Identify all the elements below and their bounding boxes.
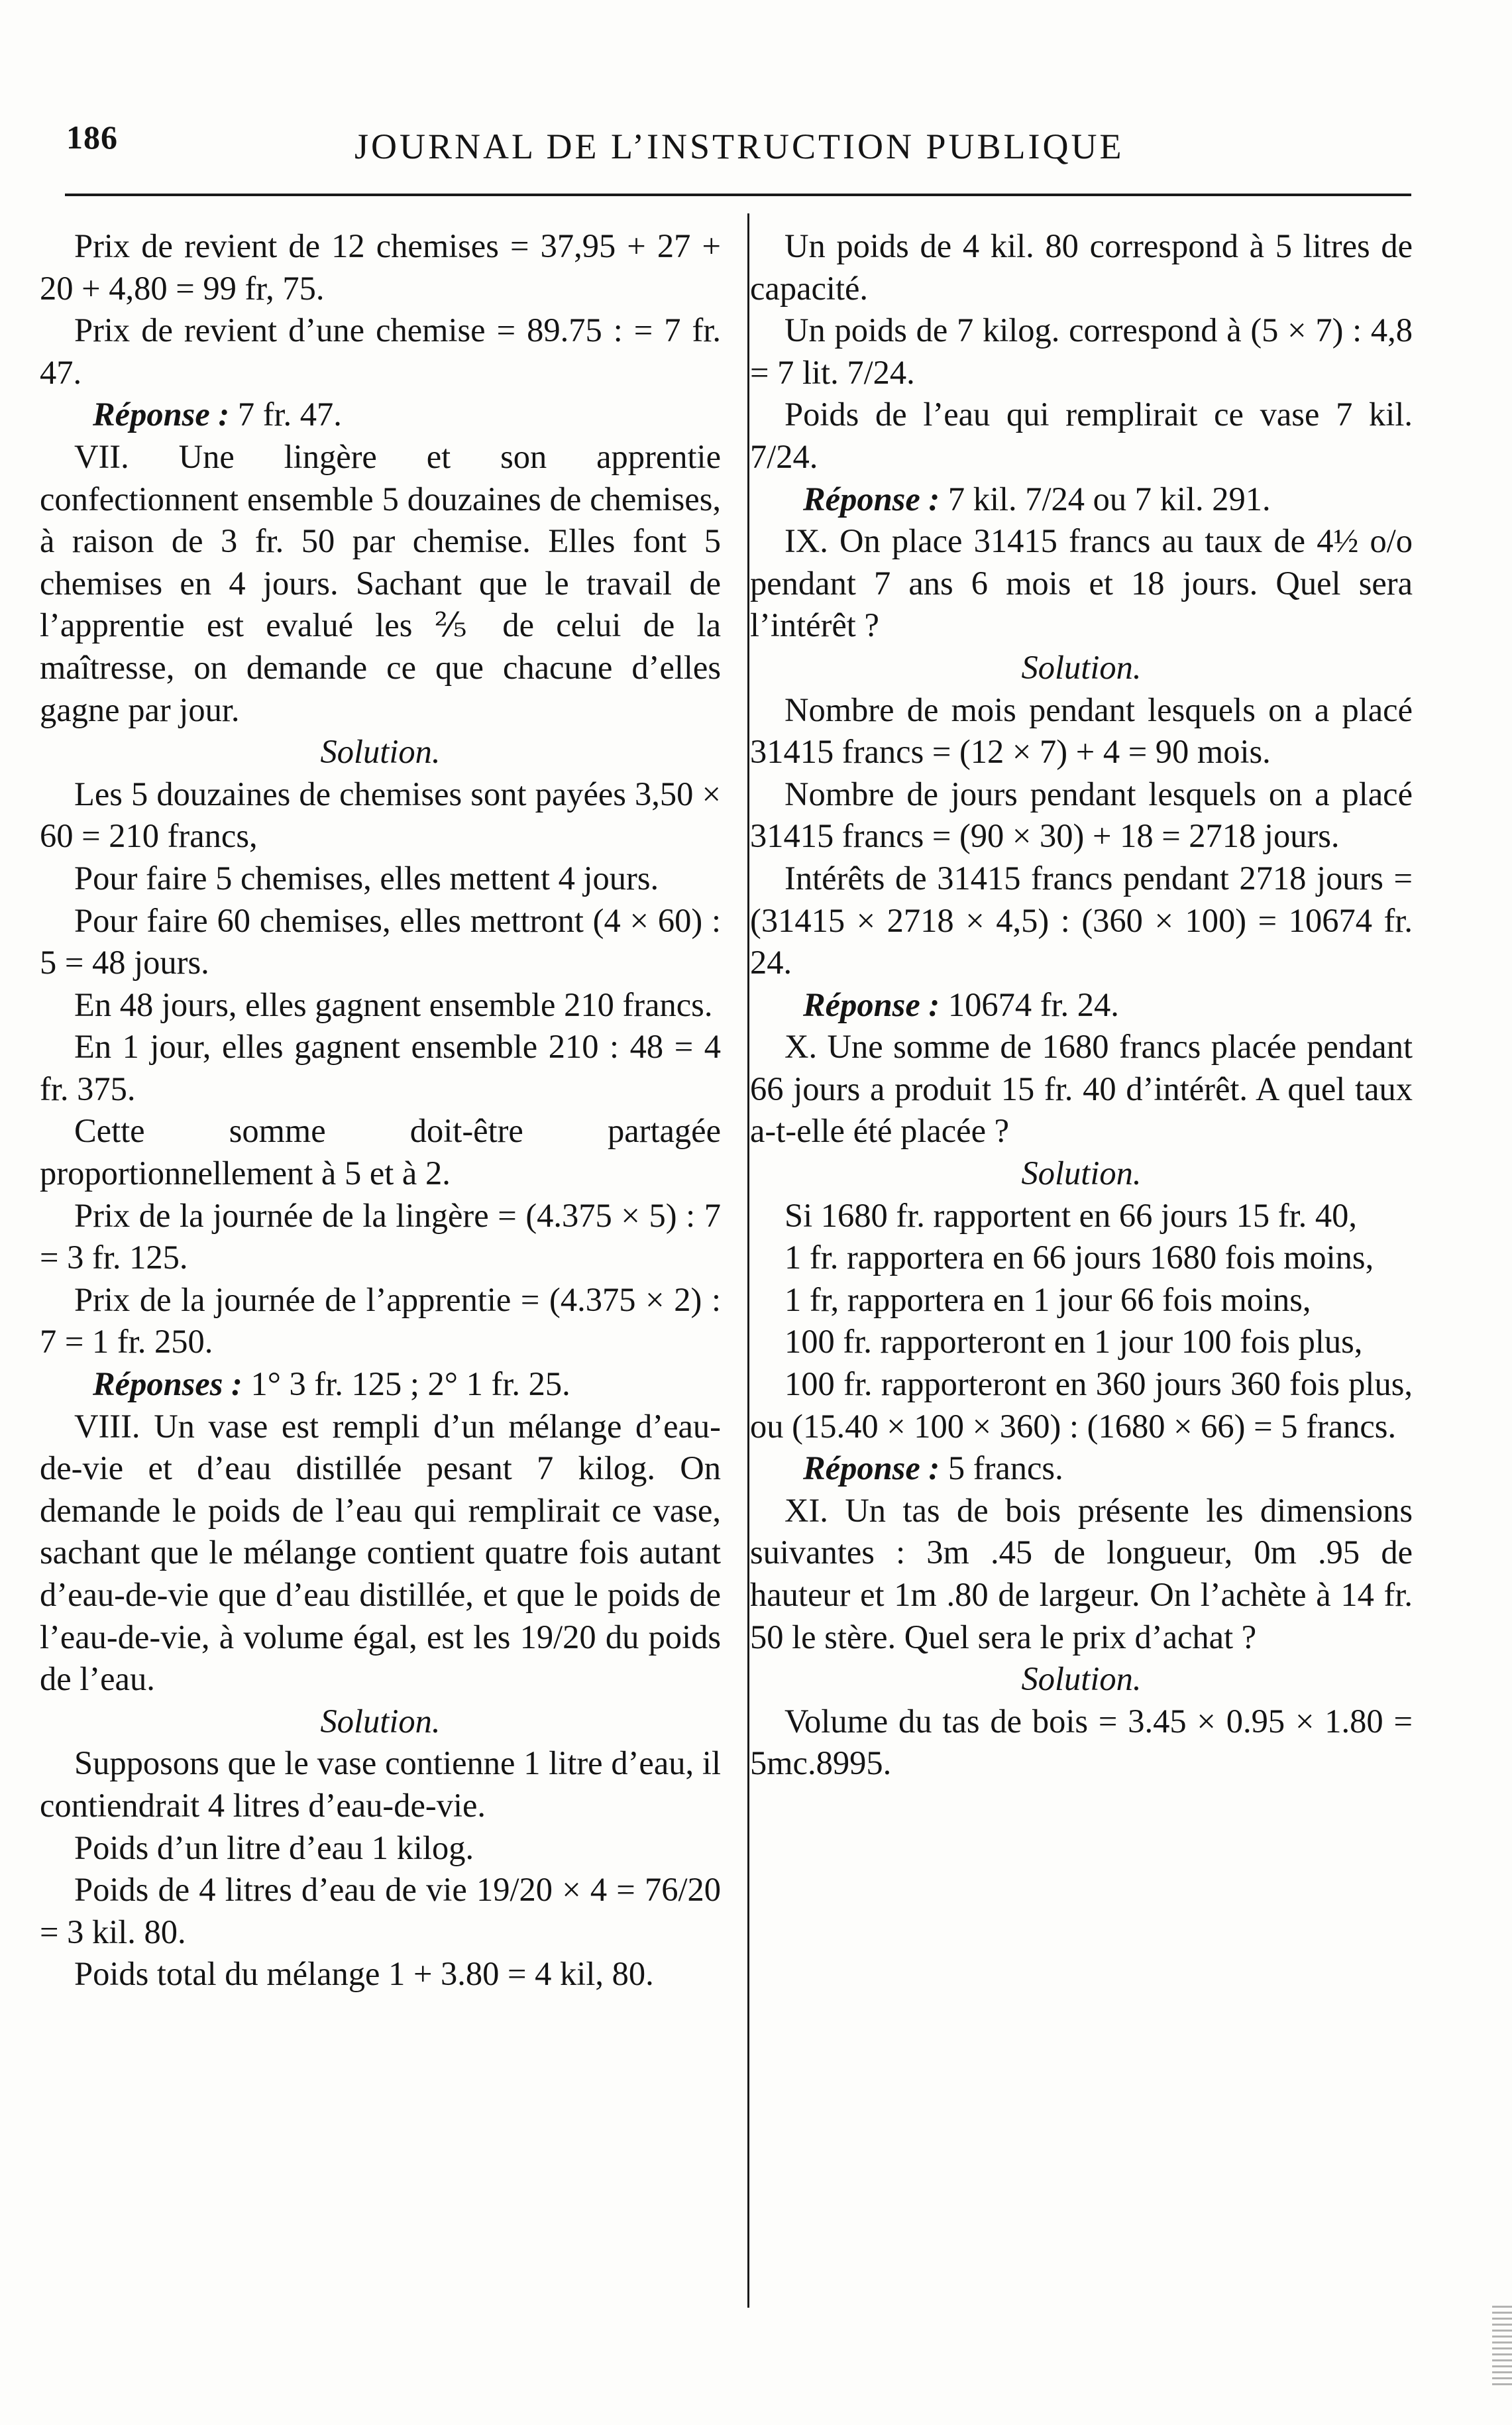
body-paragraph: En 1 jour, elles gagnent ensemble 210 : 48 = 4 fr. 375. [40, 1028, 721, 1107]
body-paragraph: Si 1680 fr. rapportent en 66 jours 15 fr. 40, [784, 1196, 1357, 1234]
body-paragraph: VIII. Un vase est rempli d’un mélange d’eau-de-vie et d’eau distillée pesant 7 kilog. On demande le poids de l’eau qui remplirait ce vase, sachant que le mélange contient quatre fois autant d’eau-de-vie que d’eau distillée, et que le poids de l’eau-de-vie, à volume égal, est les 19/20 du poids de l’eau. [40, 1407, 721, 1698]
answer-line [40, 394, 721, 436]
body-paragraph: Prix de revient d’une chemise = 89.75 : = 7 fr. 47. [40, 311, 721, 391]
header-rule [65, 194, 1411, 196]
body-paragraph: 1 fr. rapportera en 66 jours 1680 fois moins, [784, 1239, 1374, 1276]
answer-label: Réponse : [803, 986, 940, 1023]
body-paragraph: 100 fr. rapporteront en 360 jours 360 fois plus, ou (15.40 × 100 × 360) : (1680 × 66) = 5 francs. [750, 1365, 1413, 1445]
answer-value: 10674 fr. 24. [940, 986, 1119, 1023]
page-number: 186 [66, 119, 118, 156]
solution-heading: Solution. [1021, 1660, 1142, 1698]
body-paragraph: En 48 jours, elles gagnent ensemble 210 francs. [74, 986, 713, 1023]
scan-margin-speck [1492, 2306, 1512, 2385]
body-paragraph: Nombre de jours pendant lesquels on a placé 31415 francs = (90 × 30) + 18 = 2718 jours. [750, 775, 1413, 855]
answer-line [750, 984, 1413, 1027]
body-paragraph: Prix de la journée de la lingère = (4.375 × 5) : 7 = 3 fr. 125. [40, 1196, 721, 1276]
body-paragraph: XI. Un tas de bois présente les dimensions suivantes : 3m .45 de longueur, 0m .95 de hauteur et 1m .80 de largeur. On l’achète à 14 fr. 50 le stère. Quel sera le prix d’achat ? [750, 1491, 1413, 1656]
body-paragraph: Poids total du mélange 1 + 3.80 = 4 kil, 80. [74, 1955, 654, 1993]
body-paragraph: VII. Une lingère et son apprentie confectionnent ensemble 5 douzaines de chemises, à raison de 3 fr. 50 par chemise. Elles font 5 chemises en 4 jours. Sachant que le travail de l’apprentie est evalué les ⅖ de celui de la maîtresse, on demande ce que chacune d’elles gagne par jour. [40, 437, 721, 728]
answer-value: 7 fr. 47. [229, 396, 342, 433]
body-paragraph: 100 fr. rapporteront en 1 jour 100 fois plus, [784, 1323, 1363, 1361]
body-paragraph: Pour faire 5 chemises, elles mettent 4 jours. [74, 859, 659, 897]
body-paragraph: Poids de 4 litres d’eau de vie 19/20 × 4 = 76/20 = 3 kil. 80. [40, 1871, 721, 1950]
solution-heading: Solution. [320, 1702, 441, 1740]
body-paragraph: Poids de l’eau qui remplirait ce vase 7 kil. 7/24. [750, 396, 1413, 475]
body-paragraph: Nombre de mois pendant lesquels on a placé 31415 francs = (12 × 7) + 4 = 90 mois. [750, 691, 1413, 771]
solution-heading: Solution. [320, 733, 441, 771]
body-paragraph: Cette somme doit-être partagée proportionnellement à 5 et à 2. [40, 1112, 721, 1192]
column-divider [747, 213, 749, 2308]
solution-heading: Solution. [1021, 648, 1142, 686]
solution-heading: Solution. [1021, 1155, 1142, 1192]
body-paragraph: Intérêts de 31415 francs pendant 2718 jours = (31415 × 2718 × 4,5) : (360 × 100) = 10674 fr. 24. [750, 859, 1413, 982]
answer-line [750, 1447, 1413, 1490]
answer-label: Réponse : [803, 1449, 940, 1487]
body-paragraph: Supposons que le vase contienne 1 litre d’eau, il contiendrait 4 litres d’eau-de-vie. [40, 1744, 721, 1824]
answer-value: 5 francs. [940, 1449, 1063, 1487]
body-paragraph: Pour faire 60 chemises, elles mettront (4 × 60) : 5 = 48 jours. [40, 901, 721, 982]
body-paragraph: 1 fr, rapportera en 1 jour 66 fois moins, [784, 1280, 1311, 1318]
body-paragraph: Prix de revient de 12 chemises = 37,95 + 27 + 20 + 4,80 = 99 fr, 75. [40, 227, 721, 307]
body-paragraph: IX. On place 31415 francs au taux de 4½ o/o pendant 7 ans 6 mois et 18 jours. Quel sera l’intérêt ? [750, 522, 1413, 644]
body-paragraph: Prix de la journée de l’apprentie = (4.375 × 2) : 7 = 1 fr. 250. [40, 1280, 721, 1361]
body-paragraph: Un poids de 4 kil. 80 correspond à 5 litres de capacité. [750, 227, 1413, 307]
answer-label: Réponse : [93, 396, 230, 433]
body-paragraph: Un poids de 7 kilog. correspond à (5 × 7) : 4,8 = 7 lit. 7/24. [750, 311, 1413, 391]
right-column [750, 225, 1413, 1785]
answer-value: 7 kil. 7/24 ou 7 kil. 291. [940, 480, 1271, 518]
answer-value: 1° 3 fr. 125 ; 2° 1 fr. 25. [242, 1365, 570, 1403]
left-column [40, 225, 721, 1996]
body-paragraph: X. Une somme de 1680 francs placée pendant 66 jours a produit 15 fr. 40 d’intérêt. A quel taux a-t-elle été placée ? [750, 1028, 1413, 1150]
answer-label: Réponses : [93, 1365, 243, 1403]
body-paragraph: Poids d’un litre d’eau 1 kilog. [74, 1829, 474, 1866]
answer-line [750, 479, 1413, 521]
body-paragraph: Les 5 douzaines de chemises sont payées 3,50 × 60 = 210 francs, [40, 775, 721, 855]
running-title: JOURNAL DE L’INSTRUCTION PUBLIQUE [354, 127, 1124, 166]
answer-line [40, 1363, 721, 1406]
answer-label: Réponse : [803, 480, 940, 518]
body-paragraph: Volume du tas de bois = 3.45 × 0.95 × 1.80 = 5mc.8995. [750, 1702, 1413, 1782]
